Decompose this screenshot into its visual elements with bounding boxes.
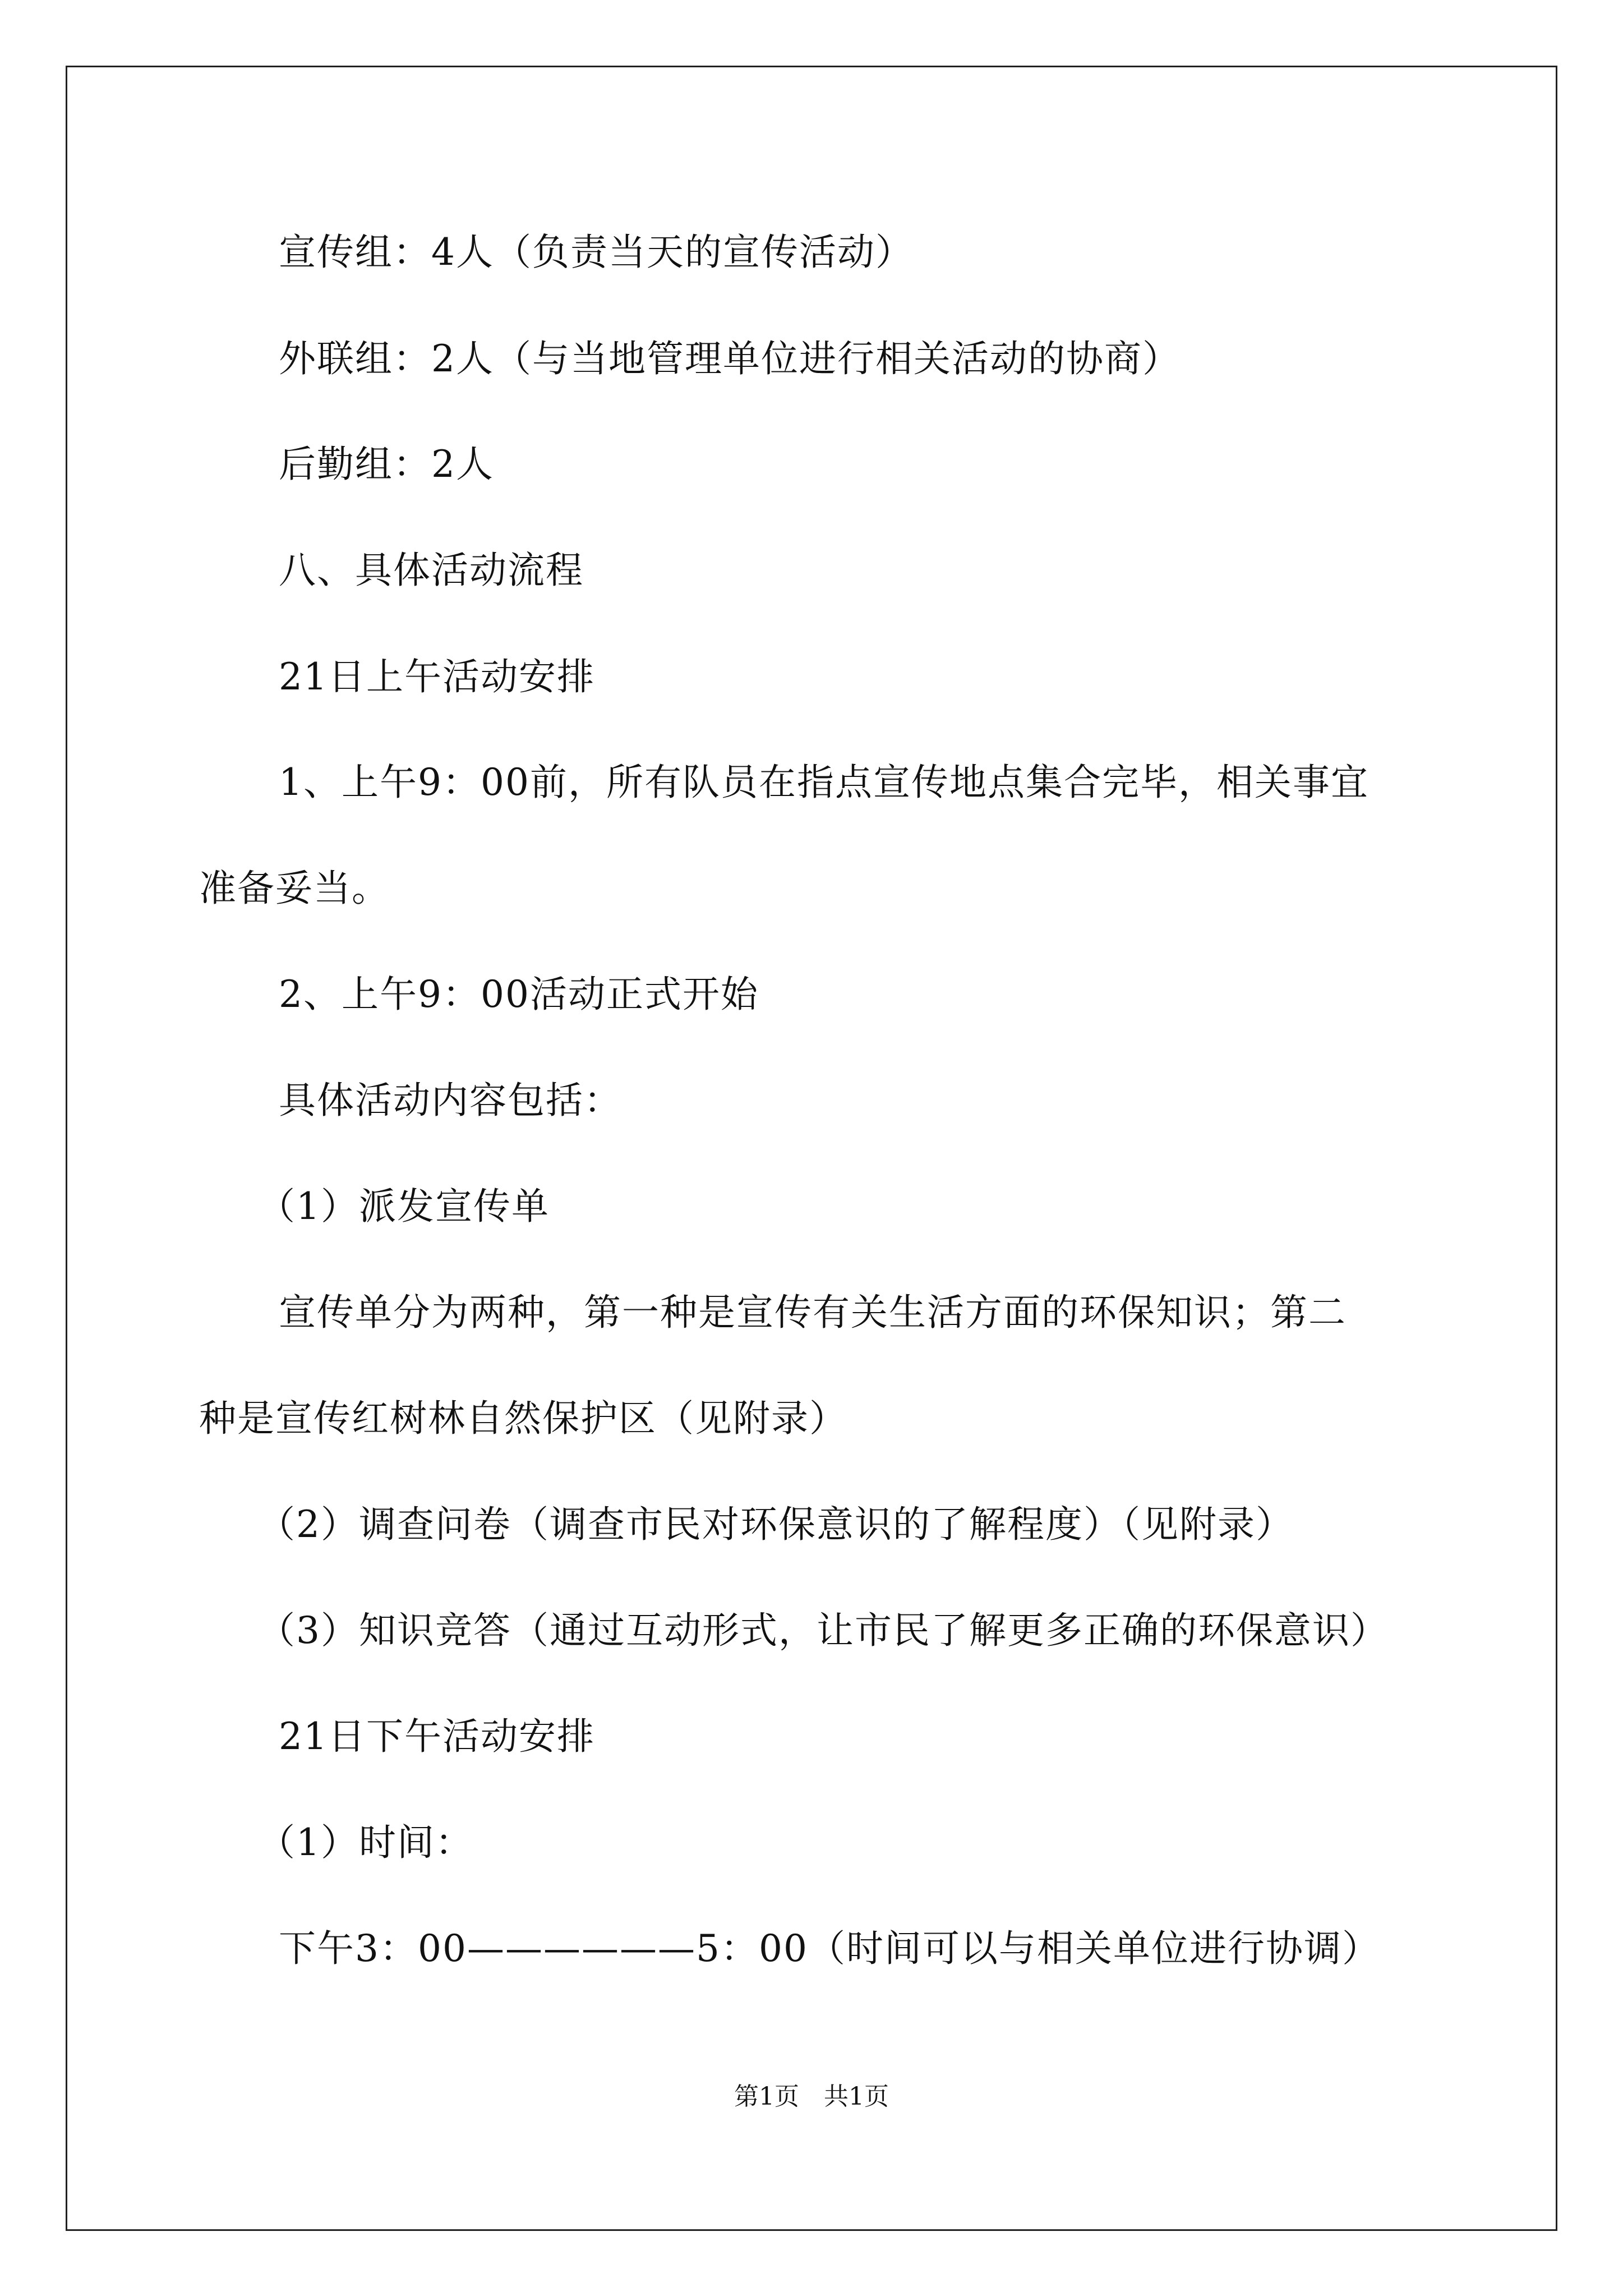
text-line-15: 21日下午活动安排 (279, 1715, 595, 1758)
text-line-17: 下午3：00——————5：00（时间可以与相关单位进行协调） (279, 1927, 1380, 1970)
text-line-2: 外联组：2人（与当地管理单位进行相关活动的协商） (279, 337, 1181, 380)
text-line-12: 种是宣传红树林自然保护区（见附录） (199, 1397, 847, 1440)
text-line-11: 宣传单分为两种，第一种是宣传有关生活方面的环保知识；第二 (279, 1291, 1347, 1334)
page-border (66, 66, 1557, 2231)
text-line-14: （3）知识竞答（通过互动形式，让市民了解更多正确的环保意识） (258, 1609, 1389, 1652)
text-line-8: 2、上午9：00活动正式开始 (279, 973, 759, 1016)
text-line-3: 后勤组：2人 (279, 443, 494, 486)
section-heading: 八、具体活动流程 (279, 549, 584, 592)
page-number-footer: 第1页 共1页 (734, 2082, 889, 2111)
text-line-10: （1）派发宣传单 (258, 1185, 550, 1228)
text-line-1: 宣传组：4人（负责当天的宣传活动） (279, 231, 914, 274)
text-line-6: 1、上午9：00前，所有队员在指点宣传地点集合完毕，相关事宜 (279, 761, 1369, 804)
text-line-16: （1）时间： (258, 1821, 473, 1864)
text-line-7: 准备妥当。 (199, 867, 390, 910)
text-line-9: 具体活动内容包括： (279, 1079, 622, 1122)
text-line-13: （2）调查问卷（调查市民对环保意识的了解程度）（见附录） (258, 1503, 1294, 1546)
text-line-5: 21日上午活动安排 (279, 655, 595, 698)
